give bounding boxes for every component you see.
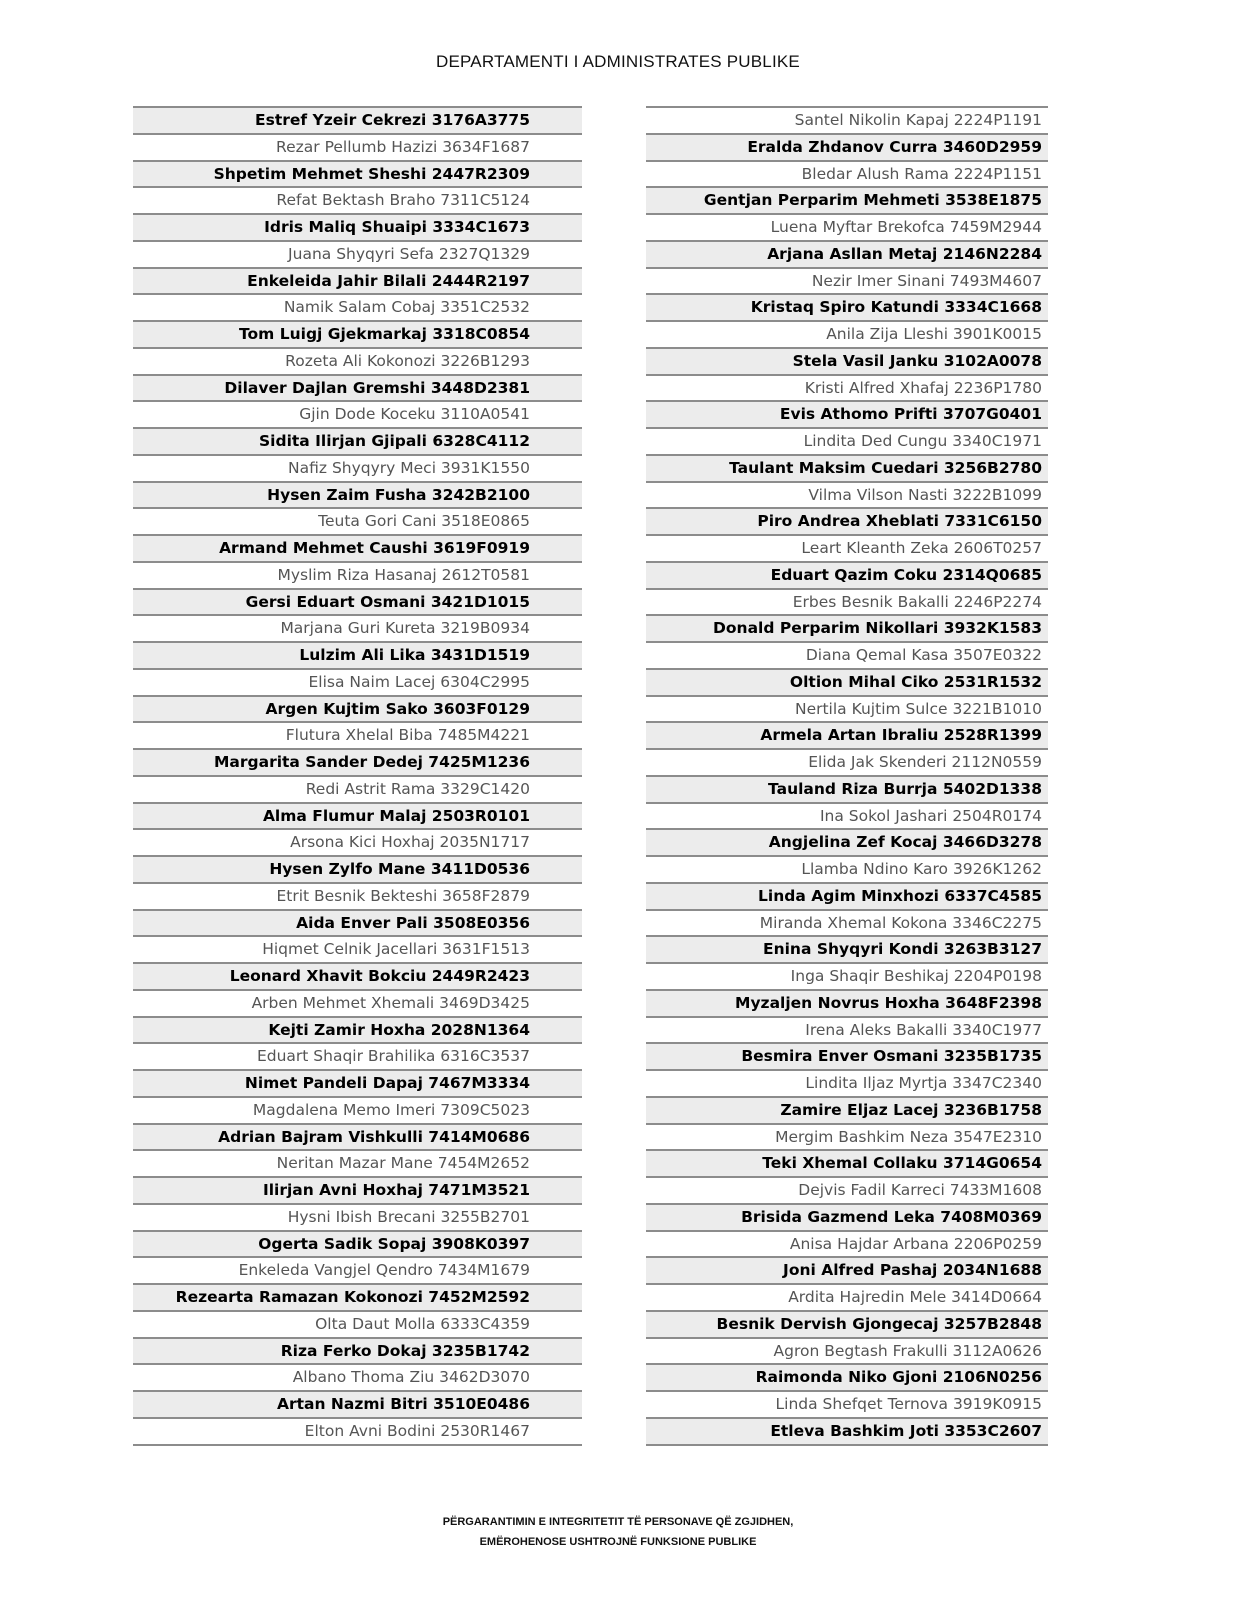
list-item: Piro Andrea Xheblati 7331C6150: [646, 507, 1048, 534]
list-item: Olta Daut Molla 6333C4359: [133, 1310, 582, 1337]
list-item: Miranda Xhemal Kokona 3346C2275: [646, 909, 1048, 936]
list-item: Hysen Zaim Fusha 3242B2100: [133, 481, 582, 508]
list-item: Hysen Zylfo Mane 3411D0536: [133, 855, 582, 882]
list-item: Lindita Iljaz Myrtja 3347C2340: [646, 1069, 1048, 1096]
list-item: Armela Artan Ibraliu 2528R1399: [646, 721, 1048, 748]
list-item: Evis Athomo Prifti 3707G0401: [646, 400, 1048, 427]
list-item: Myzaljen Novrus Hoxha 3648F2398: [646, 989, 1048, 1016]
list-item: Eduart Qazim Coku 2314Q0685: [646, 561, 1048, 588]
list-item: Sidita Ilirjan Gjipali 6328C4112: [133, 427, 582, 454]
list-item: Tauland Riza Burrja 5402D1338: [646, 775, 1048, 802]
list-item: Arsona Kici Hoxhaj 2035N1717: [133, 828, 582, 855]
list-item: Enina Shyqyri Kondi 3263B3127: [646, 935, 1048, 962]
list-item: Artan Nazmi Bitri 3510E0486: [133, 1390, 582, 1417]
list-item: Luena Myftar Brekofca 7459M2944: [646, 213, 1048, 240]
list-item: Adrian Bajram Vishkulli 7414M0686: [133, 1123, 582, 1150]
list-item: Tom Luigj Gjekmarkaj 3318C0854: [133, 320, 582, 347]
list-item: Brisida Gazmend Leka 7408M0369: [646, 1203, 1048, 1230]
list-item: Linda Agim Minxhozi 6337C4585: [646, 882, 1048, 909]
list-item: Bledar Alush Rama 2224P1151: [646, 160, 1048, 187]
list-item: Elton Avni Bodini 2530R1467: [133, 1417, 582, 1444]
list-bottom-rule: [133, 1444, 582, 1446]
list-item: Eduart Shaqir Brahilika 6316C3537: [133, 1042, 582, 1069]
page-footer: [0, 1512, 1236, 1552]
list-item: Linda Shefqet Ternova 3919K0915: [646, 1390, 1048, 1417]
list-item: Teuta Gori Cani 3518E0865: [133, 507, 582, 534]
list-item: Albano Thoma Ziu 3462D3070: [133, 1363, 582, 1390]
list-item: Taulant Maksim Cuedari 3256B2780: [646, 454, 1048, 481]
list-item: Donald Perparim Nikollari 3932K1583: [646, 614, 1048, 641]
list-item: Gjin Dode Koceku 3110A0541: [133, 400, 582, 427]
list-item: Lindita Ded Cungu 3340C1971: [646, 427, 1048, 454]
list-item: Neritan Mazar Mane 7454M2652: [133, 1149, 582, 1176]
list-item: Ardita Hajredin Mele 3414D0664: [646, 1283, 1048, 1310]
list-item: Aida Enver Pali 3508E0356: [133, 909, 582, 936]
list-item: Irena Aleks Bakalli 3340C1977: [646, 1016, 1048, 1043]
list-item: Rezar Pellumb Hazizi 3634F1687: [133, 133, 582, 160]
list-item: Rezearta Ramazan Kokonozi 7452M2592: [133, 1283, 582, 1310]
list-item: Margarita Sander Dedej 7425M1236: [133, 748, 582, 775]
list-item: Refat Bektash Braho 7311C5124: [133, 186, 582, 213]
list-item: Zamire Eljaz Lacej 3236B1758: [646, 1096, 1048, 1123]
list-item: Nimet Pandeli Dapaj 7467M3334: [133, 1069, 582, 1096]
list-item: Ogerta Sadik Sopaj 3908K0397: [133, 1230, 582, 1257]
list-item: Hiqmet Celnik Jacellari 3631F1513: [133, 935, 582, 962]
list-item: Kejti Zamir Hoxha 2028N1364: [133, 1016, 582, 1043]
footer-line-1: PËRGARANTIMIN E INTEGRITETIT TË PERSONAVE QË ZGJIDHEN,: [442, 1516, 794, 1528]
list-item: Riza Ferko Dokaj 3235B1742: [133, 1337, 582, 1364]
list-item: Angjelina Zef Kocaj 3466D3278: [646, 828, 1048, 855]
list-item: Hysni Ibish Brecani 3255B2701: [133, 1203, 582, 1230]
list-item: Anila Zija Lleshi 3901K0015: [646, 320, 1048, 347]
page-title: DEPARTAMENTI I ADMINISTRATES PUBLIKE: [436, 52, 800, 71]
list-item: Elisa Naim Lacej 6304C2995: [133, 668, 582, 695]
footer-line-2: EMËROHENOSE USHTROJNË FUNKSIONE PUBLIKE: [479, 1536, 757, 1548]
list-item: Raimonda Niko Gjoni 2106N0256: [646, 1363, 1048, 1390]
list-item: Magdalena Memo Imeri 7309C5023: [133, 1096, 582, 1123]
list-item: Anisa Hajdar Arbana 2206P0259: [646, 1230, 1048, 1257]
list-item: Leart Kleanth Zeka 2606T0257: [646, 534, 1048, 561]
list-item: Kristi Alfred Xhafaj 2236P1780: [646, 374, 1048, 401]
list-item: Arben Mehmet Xhemali 3469D3425: [133, 989, 582, 1016]
list-bottom-rule: [646, 1444, 1048, 1446]
list-item: Kristaq Spiro Katundi 3334C1668: [646, 293, 1048, 320]
list-item: Besnik Dervish Gjongecaj 3257B2848: [646, 1310, 1048, 1337]
list-item: Agron Begtash Frakulli 3112A0626: [646, 1337, 1048, 1364]
list-item: Arjana Asllan Metaj 2146N2284: [646, 240, 1048, 267]
list-item: Idris Maliq Shuaipi 3334C1673: [133, 213, 582, 240]
list-item: Namik Salam Cobaj 3351C2532: [133, 293, 582, 320]
list-item: Armand Mehmet Caushi 3619F0919: [133, 534, 582, 561]
list-item: Gentjan Perparim Mehmeti 3538E1875: [646, 186, 1048, 213]
list-item: Leonard Xhavit Bokciu 2449R2423: [133, 962, 582, 989]
list-item: Estref Yzeir Cekrezi 3176A3775: [133, 106, 582, 133]
list-item: Stela Vasil Janku 3102A0078: [646, 347, 1048, 374]
list-item: Elida Jak Skenderi 2112N0559: [646, 748, 1048, 775]
list-item: Etrit Besnik Bekteshi 3658F2879: [133, 882, 582, 909]
list-item: Joni Alfred Pashaj 2034N1688: [646, 1256, 1048, 1283]
list-item: Erbes Besnik Bakalli 2246P2274: [646, 588, 1048, 615]
list-item: Llamba Ndino Karo 3926K1262: [646, 855, 1048, 882]
list-item: Mergim Bashkim Neza 3547E2310: [646, 1123, 1048, 1150]
list-item: Lulzim Ali Lika 3431D1519: [133, 641, 582, 668]
list-item: Vilma Vilson Nasti 3222B1099: [646, 481, 1048, 508]
list-item: Alma Flumur Malaj 2503R0101: [133, 802, 582, 829]
list-item: Enkeleda Vangjel Qendro 7434M1679: [133, 1256, 582, 1283]
list-item: Diana Qemal Kasa 3507E0322: [646, 641, 1048, 668]
list-item: Dejvis Fadil Karreci 7433M1608: [646, 1176, 1048, 1203]
right-name-list: [646, 106, 1048, 1446]
list-item: Oltion Mihal Ciko 2531R1532: [646, 668, 1048, 695]
list-item: Myslim Riza Hasanaj 2612T0581: [133, 561, 582, 588]
list-item: Flutura Xhelal Biba 7485M4221: [133, 721, 582, 748]
list-item: Redi Astrit Rama 3329C1420: [133, 775, 582, 802]
list-item: Ilirjan Avni Hoxhaj 7471M3521: [133, 1176, 582, 1203]
list-item: Gersi Eduart Osmani 3421D1015: [133, 588, 582, 615]
list-item: Teki Xhemal Collaku 3714G0654: [646, 1149, 1048, 1176]
list-item: Argen Kujtim Sako 3603F0129: [133, 695, 582, 722]
list-item: Eralda Zhdanov Curra 3460D2959: [646, 133, 1048, 160]
list-item: Enkeleida Jahir Bilali 2444R2197: [133, 267, 582, 294]
list-item: Nafiz Shyqyry Meci 3931K1550: [133, 454, 582, 481]
list-item: Rozeta Ali Kokonozi 3226B1293: [133, 347, 582, 374]
list-item: Inga Shaqir Beshikaj 2204P0198: [646, 962, 1048, 989]
list-item: Nertila Kujtim Sulce 3221B1010: [646, 695, 1048, 722]
list-item: Juana Shyqyri Sefa 2327Q1329: [133, 240, 582, 267]
list-item: Ina Sokol Jashari 2504R0174: [646, 802, 1048, 829]
list-item: Dilaver Dajlan Gremshi 3448D2381: [133, 374, 582, 401]
left-name-list: [133, 106, 582, 1446]
list-item: Santel Nikolin Kapaj 2224P1191: [646, 106, 1048, 133]
list-item: Nezir Imer Sinani 7493M4607: [646, 267, 1048, 294]
list-item: Marjana Guri Kureta 3219B0934: [133, 614, 582, 641]
list-item: Etleva Bashkim Joti 3353C2607: [646, 1417, 1048, 1444]
list-item: Shpetim Mehmet Sheshi 2447R2309: [133, 160, 582, 187]
list-item: Besmira Enver Osmani 3235B1735: [646, 1042, 1048, 1069]
